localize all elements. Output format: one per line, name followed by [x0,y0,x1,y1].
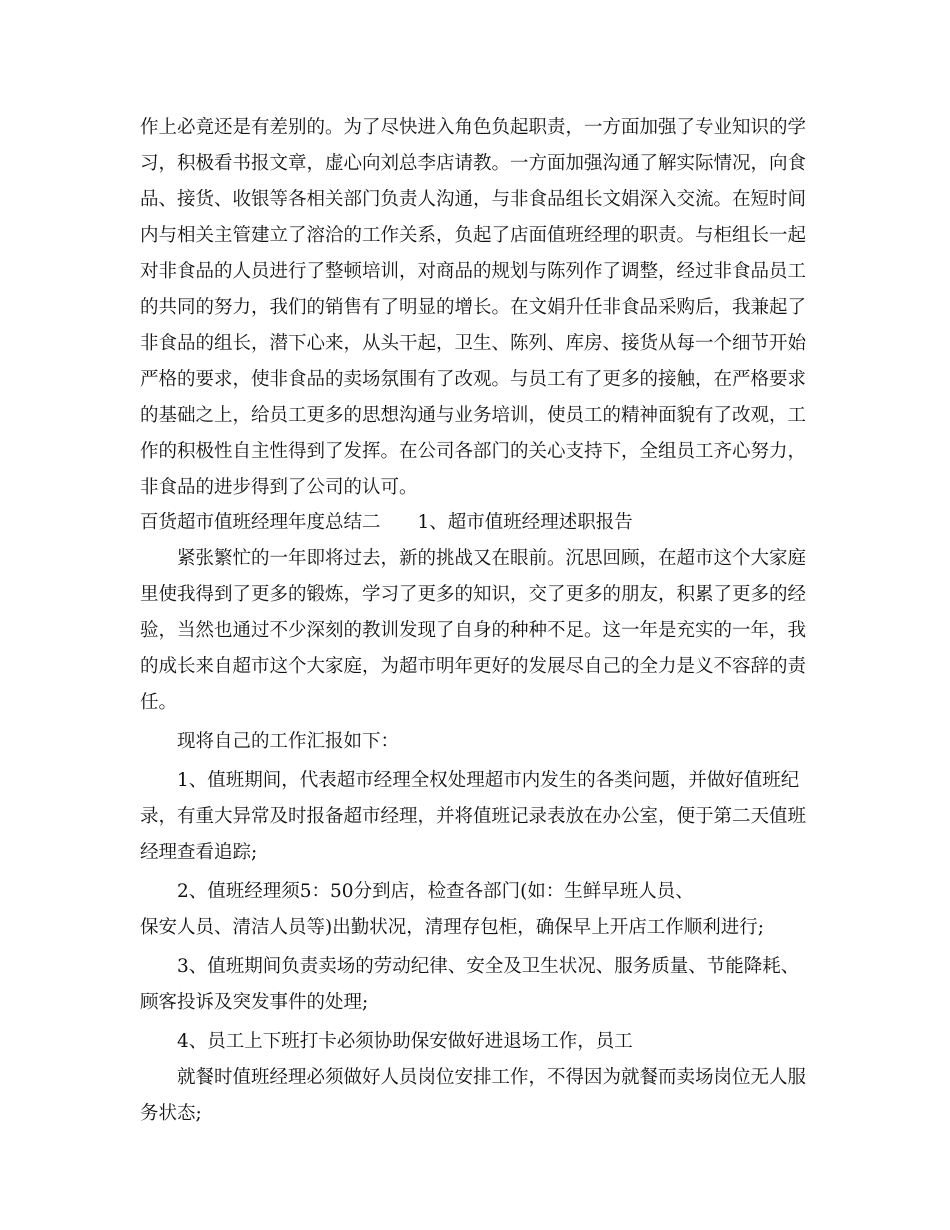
paragraph-line: 验，当然也通过不少深刻的教训发现了自身的种种不足。这一年是充实的一年，我 [140,620,807,641]
paragraph-line: 严格的要求，使非食品的卖场氛围有了改观。与员工有了更多的接触，在严格要求 [140,369,807,390]
list-item: 2、值班经理须5：50分到店，检查各部门(如：生鲜早班人员、 [177,881,694,902]
paragraph-line: 的基础之上，给员工更多的思想沟通与业务培训，使员工的精神面貌有了改观，工 [140,405,807,426]
paragraph-line: 非食品的组长，潜下心来，从头干起，卫生、陈列、库房、接货从每一个细节开始 [140,333,807,354]
list-item-continuation: 录，有重大异常及时报备超市经理，并将值班记录表放在办公室，便于第二天值班 [140,806,807,827]
paragraph-line: 就餐时值班经理必须做好人员岗位安排工作，不得因为就餐而卖场岗位无人服 [177,1067,807,1088]
list-item: 1、值班期间，代表超市经理全权处理超市内发生的各类问题，并做好值班纪 [177,770,800,791]
paragraph-line: 作上必竟还是有差别的。为了尽快进入角色负起职责，一方面加强了专业知识的学 [140,117,807,138]
paragraph-line: 作的积极性自主性得到了发挥。在公司各部门的关心支持下，全组员工齐心努力， [140,441,807,462]
paragraph-line: 里使我得到了更多的锻炼，学习了更多的知识，交了更多的朋友，积累了更多的经 [140,584,807,605]
paragraph-line: 务状态; [140,1103,202,1124]
paragraph-line: 任。 [140,692,178,713]
paragraph-line: 紧张繁忙的一年即将过去，新的挑战又在眼前。沉思回顾，在超市这个大家庭 [177,548,807,569]
list-item-continuation: 顾客投诉及突发事件的处理; [140,992,369,1013]
list-item-continuation: 保安人员、清洁人员等)出勤状况，清理存包柜，确保早上开店工作顺利进行; [140,917,764,938]
section-heading: 百货超市值班经理年度总结二 1、超市值班经理述职报告 [140,512,633,533]
list-item-continuation: 经理查看追踪; [140,842,258,863]
list-item: 4、员工上下班打卡必须协助保安做好进退场工作，员工 [177,1031,633,1052]
list-item: 3、值班期间负责卖场的劳动纪律、安全及卫生状况、服务质量、节能降耗、 [177,956,800,977]
paragraph-line: 对非食品的人员进行了整顿培训，对商品的规划与陈列作了调整，经过非食品员工 [140,261,807,282]
paragraph-line: 的共同的努力，我们的销售有了明显的增长。在文娟升任非食品采购后，我兼起了 [140,297,807,318]
paragraph-line: 品、接货、收银等各相关部门负责人沟通，与非食品组长文娟深入交流。在短时间 [140,189,807,210]
paragraph-line: 习，积极看书报文章，虚心向刘总李店请教。一方面加强沟通了解实际情况，向食 [140,153,807,174]
paragraph-line: 现将自己的工作汇报如下： [177,731,400,752]
paragraph-line: 的成长来自超市这个大家庭，为超市明年更好的发展尽自己的全力是义不容辞的责 [140,656,807,677]
paragraph-line: 内与相关主管建立了溶洽的工作关系，负起了店面值班经理的职责。与柜组长一起 [140,225,807,246]
paragraph-line: 非食品的进步得到了公司的认可。 [140,477,418,498]
